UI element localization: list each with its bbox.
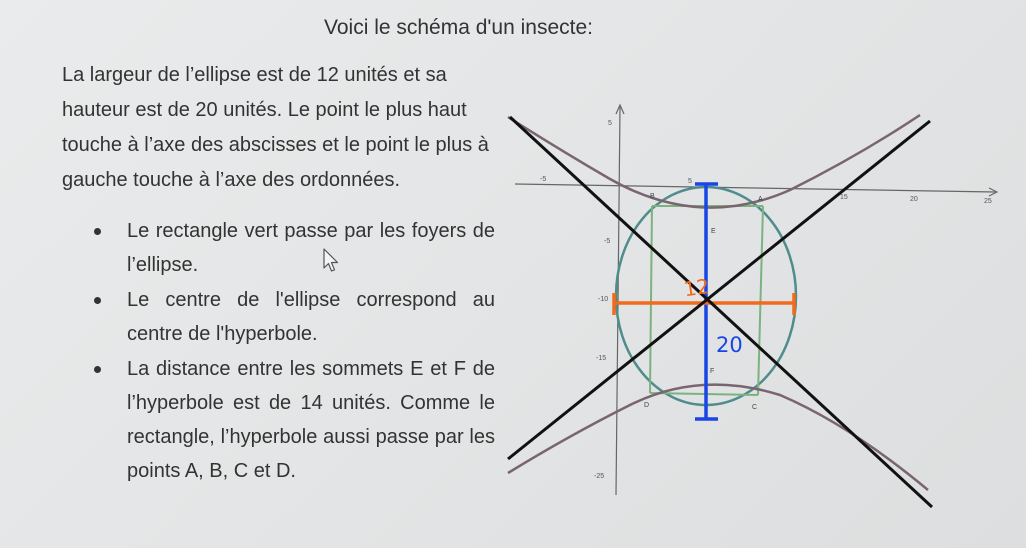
x-tick-label: -5 [540, 176, 547, 183]
hyperbola-lower-branch [508, 385, 928, 490]
bullet-item: Le rectangle vert passe par les foyers de l’ellipse. [90, 214, 495, 282]
y-tick-label: -5 [604, 238, 611, 245]
point-label-c: C [752, 404, 758, 411]
point-label-a: A [758, 196, 763, 203]
handwritten-width-label: 12 [682, 273, 711, 302]
x-tick-label: 15 [840, 194, 848, 201]
asymptote-lines [508, 117, 932, 507]
bullet-list [90, 214, 495, 489]
point-label-d: D [644, 402, 650, 409]
y-tick-label: 5 [608, 120, 612, 127]
asymptote-line [510, 117, 932, 507]
bullet-item: La distance entre les sommets E et F de l’hyperbole est de 14 unités. Comme le rectangle, l’hyperbole aussi passe par les points A, B, C et D. [90, 352, 495, 488]
point-label-b: B [650, 193, 655, 200]
intro-paragraph [62, 58, 502, 198]
tick-labels [540, 120, 992, 480]
handwritten-height-label: 20 [716, 333, 743, 357]
x-tick-label: 20 [910, 196, 918, 203]
y-tick-label: -10 [598, 296, 609, 303]
mouse-pointer-icon [322, 248, 340, 274]
intro-text: La largeur de l’ellipse est de 12 unités et sa hauteur est de 20 unités. Le point le plus haut touche à l’axe des abscisses et le point le plus à gauche touche à l’axe des ordonnées. [62, 64, 489, 191]
bullet-item: Le centre de l'ellipse correspond au centre de l'hyperbole. [90, 283, 495, 351]
y-tick-label: -25 [594, 473, 605, 480]
x-tick-label: 5 [688, 178, 692, 185]
hyperbola-upper-branch [508, 115, 920, 208]
coordinate-axes [515, 105, 997, 495]
y-tick-label: -15 [596, 355, 607, 362]
insect-diagram [500, 95, 1010, 515]
point-label-f: F [710, 368, 715, 375]
page-title: Voici le schéma d'un insecte: [324, 16, 593, 39]
point-label-e: E [711, 228, 716, 235]
x-tick-label: 25 [984, 198, 992, 205]
